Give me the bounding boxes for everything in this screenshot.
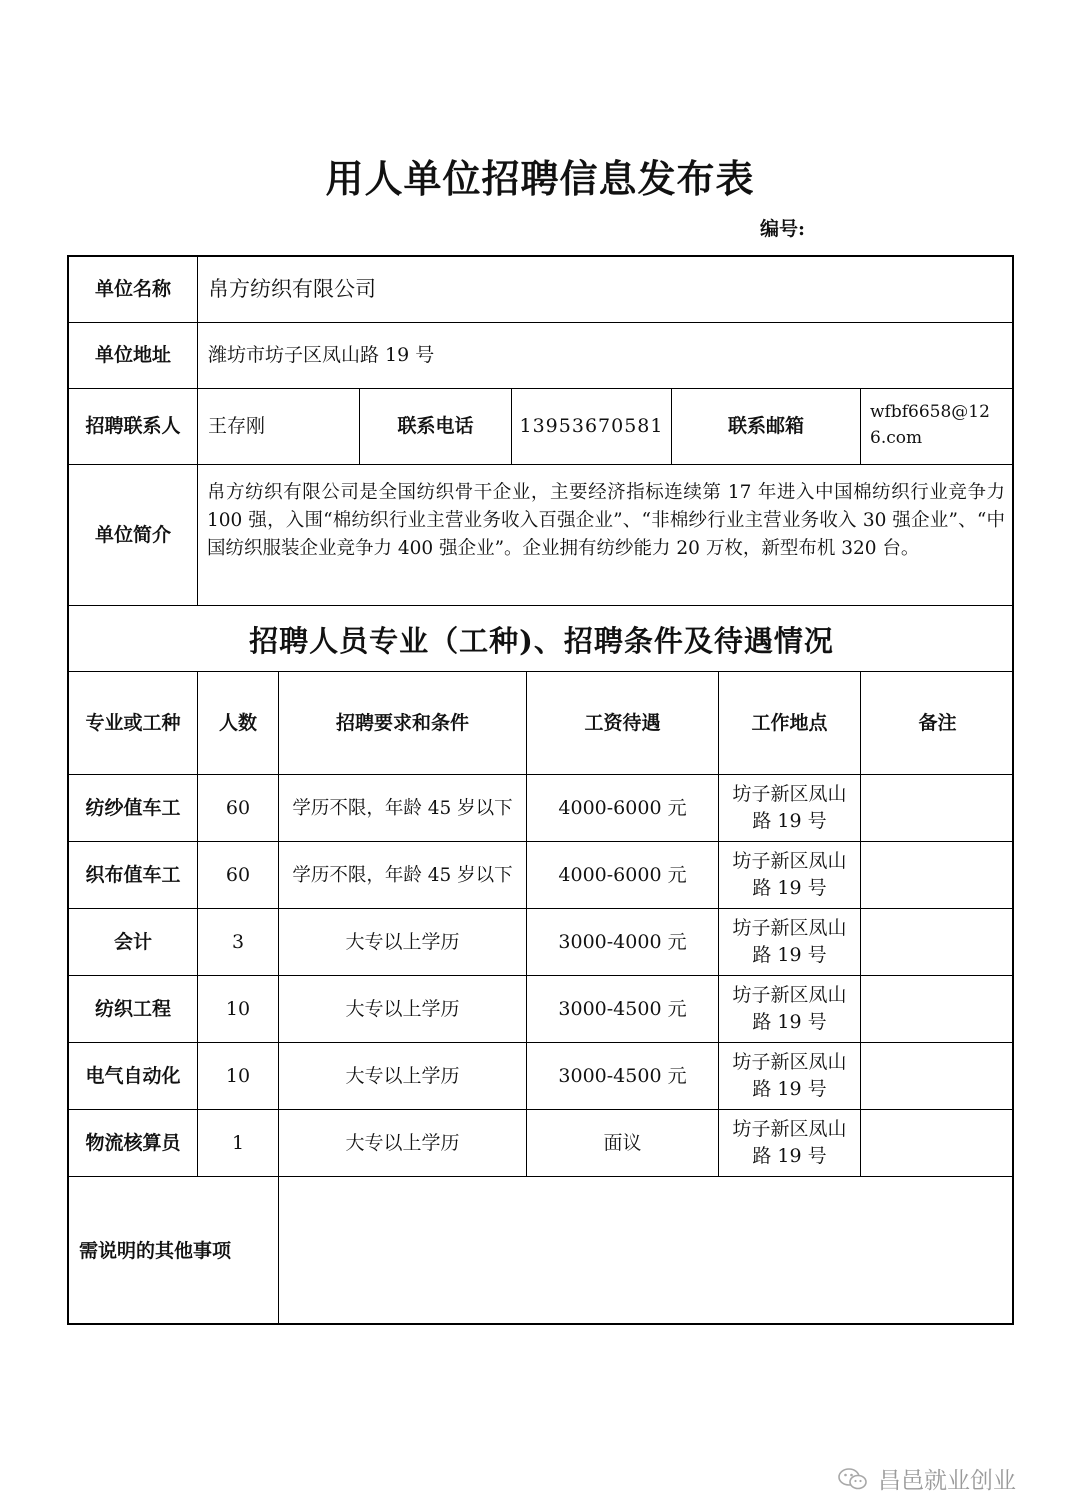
location-line: 路 19 号 [752, 1078, 827, 1100]
row-requirements: 学历不限，年龄 45 岁以下 [292, 864, 513, 886]
row-notes [861, 909, 1014, 975]
company-address-value: 潍坊市坊子区凤山路 19 号 [208, 344, 435, 366]
other-matters-label: 需说明的其他事项 [79, 1239, 232, 1262]
row-count: 1 [231, 1131, 245, 1154]
email-value [861, 389, 1014, 464]
other-matters-value [279, 1177, 1014, 1325]
recruitment-form-table [67, 255, 1014, 1325]
row-salary: 4000-6000 元 [558, 796, 687, 819]
header-notes: 备注 [918, 711, 957, 734]
phone-label: 联系电话 [397, 415, 474, 437]
row-notes [861, 1043, 1014, 1109]
row-count: 60 [225, 796, 251, 819]
email-line: wfbf6658@12 [870, 402, 990, 422]
wechat-icon [838, 1467, 868, 1491]
row-location [719, 1110, 860, 1176]
row-job: 会计 [113, 930, 152, 953]
row-salary: 3000-4500 元 [558, 997, 687, 1020]
row-divider [69, 464, 1014, 465]
location-line: 路 19 号 [752, 877, 827, 899]
company-address-label: 单位地址 [94, 344, 171, 366]
row-requirements: 大专以上学历 [345, 930, 460, 953]
row-divider [69, 605, 1014, 606]
row-job: 织布值车工 [85, 863, 181, 886]
company-name-value: 帛方纺织有限公司 [208, 277, 376, 301]
email-label: 联系邮箱 [727, 415, 804, 437]
row-salary: 4000-6000 元 [558, 863, 687, 886]
row-location [719, 1043, 860, 1109]
row-notes [861, 1110, 1014, 1176]
email-line: 6.com [870, 428, 923, 448]
recruitment-section-title: 招聘人员专业（工种)、招聘条件及待遇情况 [249, 623, 834, 658]
phone-value: 13953670581 [519, 415, 664, 437]
watermark-text: 昌邑就业创业 [878, 1468, 1016, 1494]
company-name-label: 单位名称 [94, 278, 171, 300]
page-title: 用人单位招聘信息发布表 [325, 156, 755, 201]
company-intro-text: 帛方纺织有限公司是全国纺织骨干企业，主要经济指标连续第 17 年进入中国棉纺织行业竞争力 100 强，入围“棉纺织行业主营业务收入百强企业”、“非棉纱行业主营业务收入 30 强企业”、“中国纺织服装企业竞争力 400 强企业”。企业拥有纺纱能力 20 万枚，新型布机 320 台。 [207, 482, 1005, 559]
header-location: 工作地点 [751, 711, 828, 734]
location-line: 坊子新区凤山 [732, 1051, 847, 1073]
location-line: 坊子新区凤山 [732, 984, 847, 1006]
location-line: 坊子新区凤山 [732, 783, 847, 805]
contact-person-label: 招聘联系人 [85, 415, 181, 437]
row-requirements: 大专以上学历 [345, 1131, 460, 1154]
row-requirements: 学历不限，年龄 45 岁以下 [292, 797, 513, 819]
row-location [719, 976, 860, 1042]
row-count: 10 [225, 997, 251, 1020]
location-line: 路 19 号 [752, 944, 827, 966]
header-count: 人数 [218, 711, 257, 734]
location-line: 坊子新区凤山 [732, 917, 847, 939]
row-count: 10 [225, 1064, 251, 1087]
row-salary: 3000-4000 元 [558, 930, 687, 953]
row-job: 纺纱值车工 [85, 796, 181, 819]
location-line: 坊子新区凤山 [732, 850, 847, 872]
company-intro-label: 单位简介 [94, 523, 171, 546]
row-location [719, 909, 860, 975]
row-location [719, 775, 860, 841]
contact-person-value: 王存刚 [208, 415, 266, 437]
row-notes [861, 842, 1014, 908]
location-line: 坊子新区凤山 [732, 1118, 847, 1140]
row-salary: 3000-4500 元 [558, 1064, 687, 1087]
row-salary: 面议 [603, 1131, 642, 1154]
row-job: 物流核算员 [85, 1131, 181, 1154]
location-line: 路 19 号 [752, 1145, 827, 1167]
row-notes [861, 775, 1014, 841]
location-line: 路 19 号 [752, 810, 827, 832]
row-notes [861, 976, 1014, 1042]
row-job: 纺织工程 [94, 997, 171, 1020]
row-requirements: 大专以上学历 [345, 1064, 460, 1087]
watermark [838, 1462, 1016, 1495]
row-requirements: 大专以上学历 [345, 997, 460, 1020]
location-line: 路 19 号 [752, 1011, 827, 1033]
header-salary: 工资待遇 [584, 711, 661, 734]
header-requirements: 招聘要求和条件 [335, 711, 469, 734]
row-job: 电气自动化 [85, 1064, 181, 1087]
row-count: 3 [231, 930, 245, 953]
row-location [719, 842, 860, 908]
row-count: 60 [225, 863, 251, 886]
header-job: 专业或工种 [85, 711, 181, 734]
serial-number-label: 编号: [760, 218, 806, 240]
